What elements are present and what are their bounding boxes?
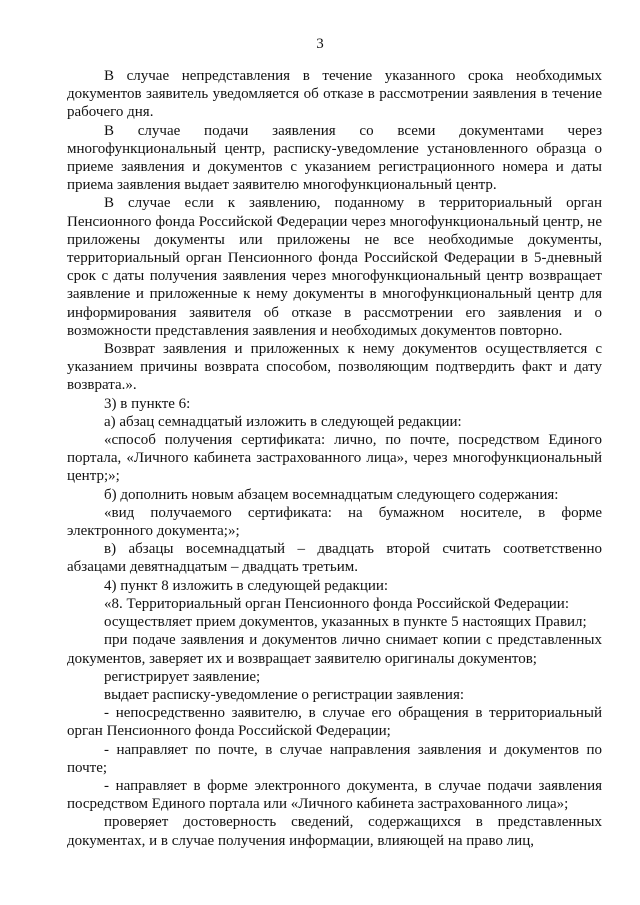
paragraph: - непосредственно заявителю, в случае его обращения в территориальный орган Пенсионного фонда Российской Федерации; (67, 705, 602, 740)
paragraph: В случае непредставления в течение указанного срока необходимых документов заявитель уведомляется об отказе в рассмотрении заявления в течение рабочего дня. (67, 68, 602, 121)
paragraph: - направляет в форме электронного документа, в случае подачи заявления посредством Единого портала или «Личного кабинета застрахованного лица»; (67, 777, 602, 813)
paragraph: 3) в пункте 6: (104, 395, 191, 412)
paragraph: регистрирует заявление; (104, 668, 261, 685)
paragraph: «способ получения сертификата: лично, по почте, посредством Единого портала, «Личного кабинета застрахованного лица», через многофункциональный центр;»; (67, 432, 602, 485)
paragraph: в) абзацы восемнадцатый – двадцать второй считать соответственно абзацами девятнадцатым – двадцать третьим. (67, 541, 602, 576)
paragraph: «8. Территориальный орган Пенсионного фонда Российской Федерации: (104, 595, 569, 612)
paragraph: б) дополнить новым абзацем восемнадцатым следующего содержания: (104, 486, 559, 503)
paragraph: при подаче заявления и документов лично снимает копии с представленных документов, заверяет их и возвращает заявителю оригиналы документов; (67, 632, 602, 667)
paragraph: 4) пункт 8 изложить в следующей редакции: (104, 577, 389, 594)
paragraph: - направляет по почте, в случае направления заявления и документов по почте; (67, 741, 602, 776)
paragraph: проверяет достоверность сведений, содержащихся в представленных документах, и в случае получения информации, влияющей на право лиц, (67, 814, 602, 849)
page-number: 3 (316, 36, 324, 52)
paragraph: а) абзац семнадцатый изложить в следующей редакции: (104, 413, 462, 430)
paragraph: осуществляет прием документов, указанных в пункте 5 настоящих Правил; (104, 614, 587, 631)
paragraph: выдает расписку-уведомление о регистрации заявления: (104, 686, 465, 703)
paragraph: «вид получаемого сертификата: на бумажном носителе, в форме электронного документа;»; (67, 504, 602, 540)
paragraph: Возврат заявления и приложенных к нему документов осуществляется с указанием причины возврата способом, позволяющим подтвердить факт и дату возврата.». (67, 341, 602, 394)
paragraph: В случае подачи заявления со всеми документами через многофункциональный центр, расписку-уведомление установленного образца о приеме заявления и документов с указанием регистрационного номера и даты приема заявления выдает заявителю многофункциональный центр. (67, 122, 602, 194)
document-body (67, 67, 602, 850)
paragraph: В случае если к заявлению, поданному в территориальный орган Пенсионного фонда Российской Федерации через многофункциональный центр, не приложены документы или приложены не все необходимые документы, территориальный орган Пенсионного фонда Российской Федерации в 5-дневный срок с даты получения заявления через многофункциональный центр возвращает заявление и приложенные к нему документы в многофункциональный центр для информирования заявителя об отказе в рассмотрении его заявления и о возможности представления заявления и необходимых документов повторно. (67, 195, 602, 339)
